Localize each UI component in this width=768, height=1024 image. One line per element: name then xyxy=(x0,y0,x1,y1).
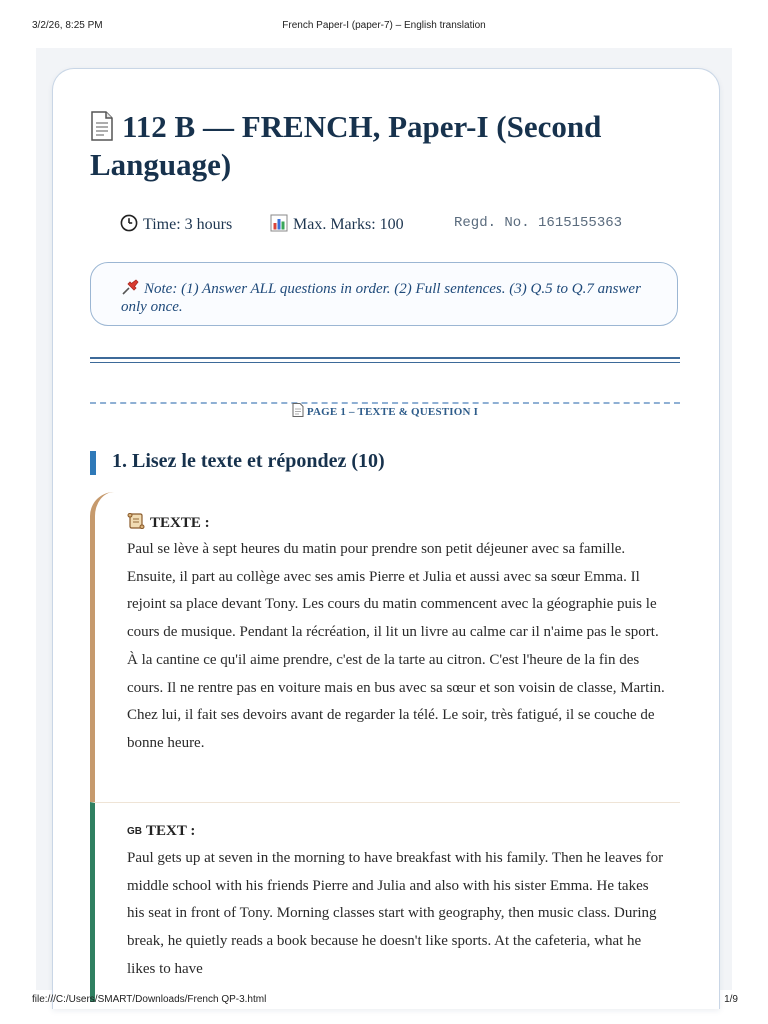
section-divider xyxy=(90,357,680,363)
note-box xyxy=(90,262,678,326)
french-text-label xyxy=(127,512,210,532)
heading-accent-bar xyxy=(90,451,96,475)
regd-number: Regd. No. 1615155363 xyxy=(454,215,623,231)
question-heading-text: 1. Lisez le texte et répondez (10) xyxy=(112,450,385,472)
print-file-path: file:///C:/Users/SMART/Downloads/French QP-3.html xyxy=(32,994,267,1005)
title-text: 112 B — FRENCH, Paper-I (Second Language) xyxy=(90,109,602,182)
french-text-block xyxy=(90,492,680,802)
english-text-label-text: TEXT : xyxy=(146,823,196,839)
print-datetime: 3/2/26, 8:25 PM xyxy=(32,20,103,31)
clock-icon xyxy=(120,214,138,232)
print-footer xyxy=(0,994,768,1010)
note-text: Note: (1) Answer ALL questions in order. (2) Full sentences. (3) Q.5 to Q.7 answer only once. xyxy=(121,281,641,315)
gb-flag-icon: GB xyxy=(127,826,142,837)
bar-chart-icon xyxy=(270,214,288,232)
page-icon xyxy=(292,403,304,417)
english-text-block xyxy=(90,802,680,1002)
english-text-label xyxy=(127,823,195,840)
pushpin-icon xyxy=(121,278,141,296)
french-passage: Paul se lève à sept heures du matin pour prendre son petit déjeuner avec sa famille. Ensuite, il part au collège avec ses amis Pierre et Julia et aussi avec sa sœur Emma. Il rejoint sa place devant Tony. Les cours du matin commencent avec la géographie puis le cours de musique. Pendant la récréation, il lit un livre au calme car il n'aime pas le sport. À la cantine ce qu'il aime prendre, c'est de la tarte au citron. C'est l'heure de la fin des cours. Il ne rentre pas en voiture mais en bus avec sa sœur et son voisin de classe, Martin. Chez lui, il fait ses devoirs avant de regarder la télé. Le soir, très fatigué, il se couche de bonne heure. xyxy=(127,541,665,751)
exam-time-text: Time: 3 hours xyxy=(143,216,233,233)
page-title xyxy=(90,108,690,184)
page-label xyxy=(90,403,680,418)
print-title: French Paper-I (paper-7) – English translation xyxy=(282,20,486,31)
page-icon xyxy=(90,111,114,141)
print-header xyxy=(0,20,768,36)
english-passage: Paul gets up at seven in the morning to have breakfast with his family. Then he leaves for middle school with his friends Pierre and Julia and also with his sister Emma. He takes his seat in front of Tony. Morning classes start with geography, then music class. During break, he quietly reads a book because he doesn't like sports. At the cafeteria, what he likes to have xyxy=(127,850,664,977)
exam-marks-text: Max. Marks: 100 xyxy=(293,216,404,233)
french-text-label-text: TEXTE : xyxy=(150,515,210,531)
page-label-text: PAGE 1 – TEXTE & QUESTION I xyxy=(306,406,479,418)
exam-marks xyxy=(270,214,404,234)
question-heading xyxy=(90,450,680,476)
print-page-number: 1/9 xyxy=(724,994,738,1005)
exam-meta xyxy=(120,214,680,234)
exam-time xyxy=(120,214,232,234)
scroll-icon xyxy=(127,512,145,530)
